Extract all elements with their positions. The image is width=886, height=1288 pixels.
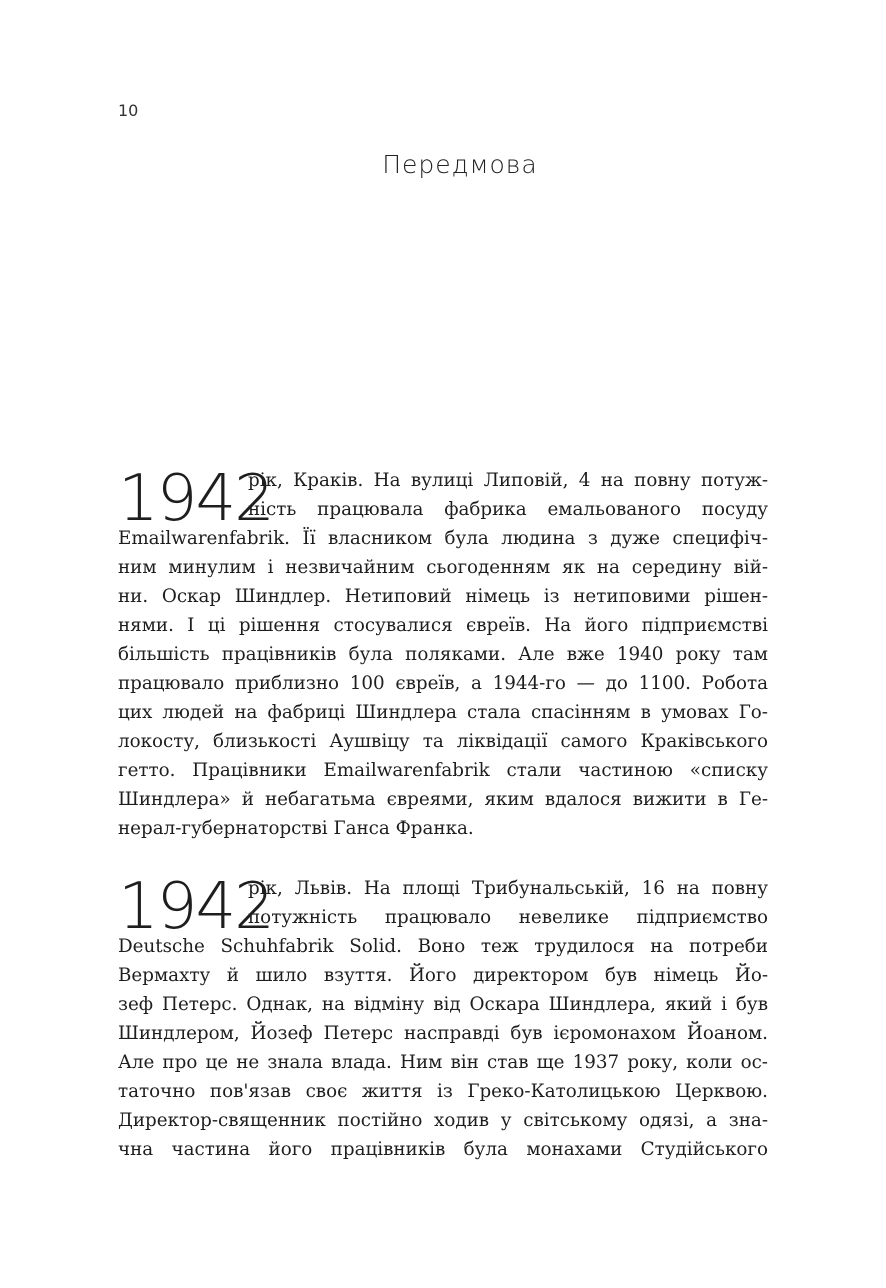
text-line: ність працювала фабрика емальованого посуду	[248, 499, 768, 520]
text-line: Вермахту й шило взуття. Його директором був німець Йо-	[118, 965, 768, 986]
page-number: 10	[118, 101, 139, 120]
text-line: гетто. Працівники Emailwarenfabrik стали частиною «списку	[118, 760, 768, 781]
text-line: потужність працювало невелике підприємство	[248, 907, 768, 928]
paragraph-2	[118, 870, 768, 1164]
text-line: ним минулим і незвичайним сьогоденням як на середину вій-	[118, 557, 768, 578]
text-line: нерал-губернаторстві Ганса Франка.	[118, 818, 474, 839]
text-line: локосту, близькості Аушвіцу та ліквідації самого Краківського	[118, 731, 768, 752]
section-title: Передмова	[382, 150, 538, 179]
text-line: цих людей на фабриці Шиндлера стала спасінням в умовах Го-	[118, 702, 768, 723]
text-line: Директор-священник постійно ходив у світському одязі, а зна-	[118, 1110, 768, 1131]
text-line: таточно пов'язав своє життя із Греко-Католицькою Церквою.	[118, 1081, 768, 1102]
text-line: Шиндлера» й небагатьма євреями, яким вдалося вижити в Ге-	[118, 789, 768, 810]
text-line: працювало приблизно 100 євреїв, а 1944-го — до 1100. Робота	[118, 673, 768, 694]
text-line: Deutsche Schuhfabrik Solid. Воно теж трудилося на потреби	[118, 936, 768, 957]
text-line: нями. І ці рішення стосувалися євреїв. На його підприємстві	[118, 615, 768, 636]
text-line: Але про це не знала влада. Ним він став ще 1937 року, коли ос-	[118, 1052, 768, 1073]
paragraph-1	[118, 462, 768, 843]
text-line: рік, Львів. На площі Трибунальській, 16 на повну	[248, 878, 768, 899]
dropcap-year: 1942	[118, 870, 273, 944]
text-line: Emailwarenfabrik. Її власником була людина з дуже специфіч-	[118, 528, 768, 549]
text-line: Шиндлером, Йозеф Петерс насправді був ієромонахом Йоаном.	[118, 1023, 768, 1044]
text-line: рік, Краків. На вулиці Липовій, 4 на повну потуж-	[248, 470, 768, 491]
dropcap-year: 1942	[118, 462, 273, 536]
text-line: зеф Петерс. Однак, на відміну від Оскара Шиндлера, який і був	[118, 994, 768, 1015]
text-line: чна частина його працівників була монахами Студійського	[118, 1139, 768, 1160]
text-line: ни. Оскар Шиндлер. Нетиповий німець із нетиповими рішен-	[118, 586, 768, 607]
text-line: більшість працівників була поляками. Але вже 1940 року там	[118, 644, 768, 665]
